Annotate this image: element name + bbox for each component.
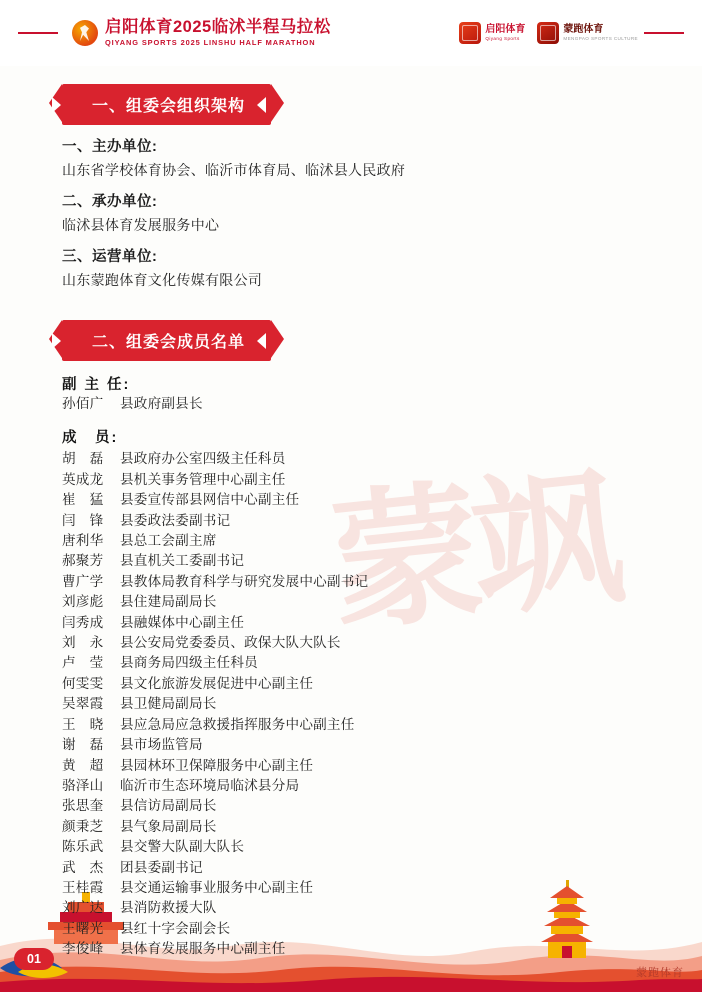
banner-notch-right-icon: [257, 97, 266, 113]
section-2-banner: 二、组委会成员名单: [62, 320, 271, 361]
sponsor-1-name-en: Qiyang Sports: [485, 35, 520, 41]
section-2-content: [62, 373, 662, 960]
document-body: [0, 66, 702, 960]
member-title: 县融媒体中心副主任: [120, 614, 245, 630]
list-item: [62, 898, 662, 918]
member-title: 县政府副县长: [120, 396, 203, 411]
member-name: 张思奎: [62, 798, 104, 814]
member-title: 县市场监管局: [120, 737, 203, 753]
event-title-en: QIYANG SPORTS 2025 LINSHU HALF MARATHON: [105, 38, 316, 48]
list-item: [62, 776, 662, 796]
member-name: 王曙光: [62, 920, 104, 936]
list-item: [62, 592, 662, 612]
header-rule-right: [644, 32, 684, 34]
header-rule-left: [18, 32, 58, 34]
member-title: 县机关事务管理中心副主任: [120, 471, 286, 487]
member-title: 县政府办公室四级主任科员: [120, 451, 286, 467]
sponsor-1: [459, 22, 525, 44]
member-title: 县卫健局副局长: [120, 696, 217, 712]
member-title: 县体育发展服务中心副主任: [120, 941, 286, 957]
list-item: [62, 858, 662, 878]
footer-brand: 蒙跑体育: [636, 966, 684, 979]
member-name: 颜秉芝: [62, 818, 104, 834]
member-name: 刘广达: [62, 900, 104, 916]
role-vice-chair-label: 副 主 任:: [62, 377, 131, 393]
member-title: 县应急局应急救援指挥服务中心副主任: [120, 716, 355, 732]
list-item: [62, 449, 662, 469]
list-item: [62, 653, 662, 673]
member-name: 闫 锋: [62, 512, 104, 528]
banner-notch-left-icon: [52, 97, 61, 113]
org-label-3: 三、运营单位:: [62, 249, 158, 265]
member-name: 王 晓: [62, 716, 104, 732]
list-item: [62, 939, 662, 959]
member-title: 县交通运输事业服务中心副主任: [120, 879, 314, 895]
sponsor-2-name-cn: 蒙跑体育: [563, 24, 604, 36]
member-title: 县总工会副主席: [120, 533, 217, 549]
member-name: 王桂霞: [62, 879, 104, 895]
member-title: 县委宣传部县网信中心副主任: [120, 492, 300, 508]
member-title: 县公安局党委委员、政保大队大队长: [120, 635, 341, 651]
member-name: 唐利华: [62, 533, 104, 549]
list-item: [62, 511, 662, 531]
member-title: 县商务局四级主任科员: [120, 655, 258, 671]
sponsor-1-name-cn: 启阳体育: [485, 24, 526, 36]
org-label-2: 二、承办单位:: [62, 194, 158, 210]
member-name: 李俊峰: [62, 941, 104, 957]
member-name: 何雯雯: [62, 675, 104, 691]
member-title: 县文化旅游发展促进中心副主任: [120, 675, 314, 691]
section-2-banner-wrap: [0, 320, 702, 361]
event-title-cn: 启阳体育2025临沭半程马拉松: [105, 17, 331, 36]
member-title: 县园林环卫保障服务中心副主任: [120, 757, 314, 773]
event-logo: [72, 19, 331, 47]
member-name: 骆泽山: [62, 777, 104, 793]
list-item: [62, 551, 662, 571]
member-title: 县住建局副局长: [120, 594, 217, 610]
list-item: [62, 694, 662, 714]
member-title: 临沂市生态环境局临沭县分局: [120, 777, 300, 793]
member-name: 闫秀成: [62, 614, 104, 630]
sponsor-2-name-en: MENGPAO SPORTS CULTURE: [563, 35, 638, 41]
org-value-2: 临沭县体育发展服务中心: [62, 217, 220, 233]
member-name: 陈乐武: [62, 839, 104, 855]
section-1-banner-wrap: [0, 84, 702, 125]
org-value-1: 山东省学校体育协会、临沂市体育局、临沭县人民政府: [62, 162, 406, 178]
member-name: 武 杰: [62, 859, 104, 875]
list-item: [62, 796, 662, 816]
member-name: 郝聚芳: [62, 553, 104, 569]
member-name: 英成龙: [62, 471, 104, 487]
member-title: 县消防救援大队: [120, 900, 217, 916]
banner-notch-right-icon: [257, 333, 266, 349]
sponsor-2: [537, 22, 638, 44]
list-item: [62, 919, 662, 939]
member-name: 卢 莹: [62, 655, 104, 671]
member-list: [62, 449, 662, 959]
banner-notch-left-icon-2: [52, 333, 61, 349]
sponsor-logos: [459, 22, 638, 44]
member-name: 崔 猛: [62, 492, 104, 508]
member-title: 县交警大队副大队长: [120, 839, 245, 855]
member-title: 县信访局副局长: [120, 798, 217, 814]
member-title: 县气象局副局长: [120, 818, 217, 834]
list-item: [62, 572, 662, 592]
member-title: 县直机关工委副书记: [120, 553, 245, 569]
section-1-content: [62, 135, 662, 290]
list-item: [62, 735, 662, 755]
list-item: [62, 817, 662, 837]
member-name: 孙佰广: [62, 396, 104, 411]
list-item: [62, 715, 662, 735]
list-item: [62, 470, 662, 490]
document-header: [0, 0, 702, 66]
member-title: 县红十字会副会长: [120, 920, 231, 936]
watermark-text: 蒙飒: [322, 448, 624, 654]
org-label-1: 一、主办单位:: [62, 139, 158, 155]
list-item: [62, 490, 662, 510]
list-item: [62, 837, 662, 857]
list-item: [62, 394, 662, 414]
page-number-badge: 01: [14, 948, 54, 970]
list-item: [62, 633, 662, 653]
list-item: [62, 613, 662, 633]
list-item: [62, 878, 662, 898]
section-1-banner: 一、组委会组织架构: [62, 84, 271, 125]
list-item: [62, 756, 662, 776]
member-title: 县教体局教育科学与研究发展中心副书记: [120, 573, 369, 589]
member-title: 团县委副书记: [120, 859, 203, 875]
member-name: 谢 磊: [62, 737, 104, 753]
member-name: 刘彦彪: [62, 594, 104, 610]
runner-medal-icon: [72, 20, 98, 46]
member-name: 曹广学: [62, 573, 104, 589]
member-name: 刘 永: [62, 635, 104, 651]
member-name: 吴翠霞: [62, 696, 104, 712]
list-item: [62, 674, 662, 694]
qiyang-seal-icon: [459, 22, 481, 44]
mengpao-seal-icon: [537, 22, 559, 44]
member-title: 县委政法委副书记: [120, 512, 231, 528]
role-members-label: 成 员:: [62, 430, 119, 447]
list-item: [62, 531, 662, 551]
org-value-3: 山东蒙跑体育文化传媒有限公司: [62, 272, 263, 288]
member-name: 胡 磊: [62, 451, 104, 467]
member-name: 黄 超: [62, 757, 104, 773]
